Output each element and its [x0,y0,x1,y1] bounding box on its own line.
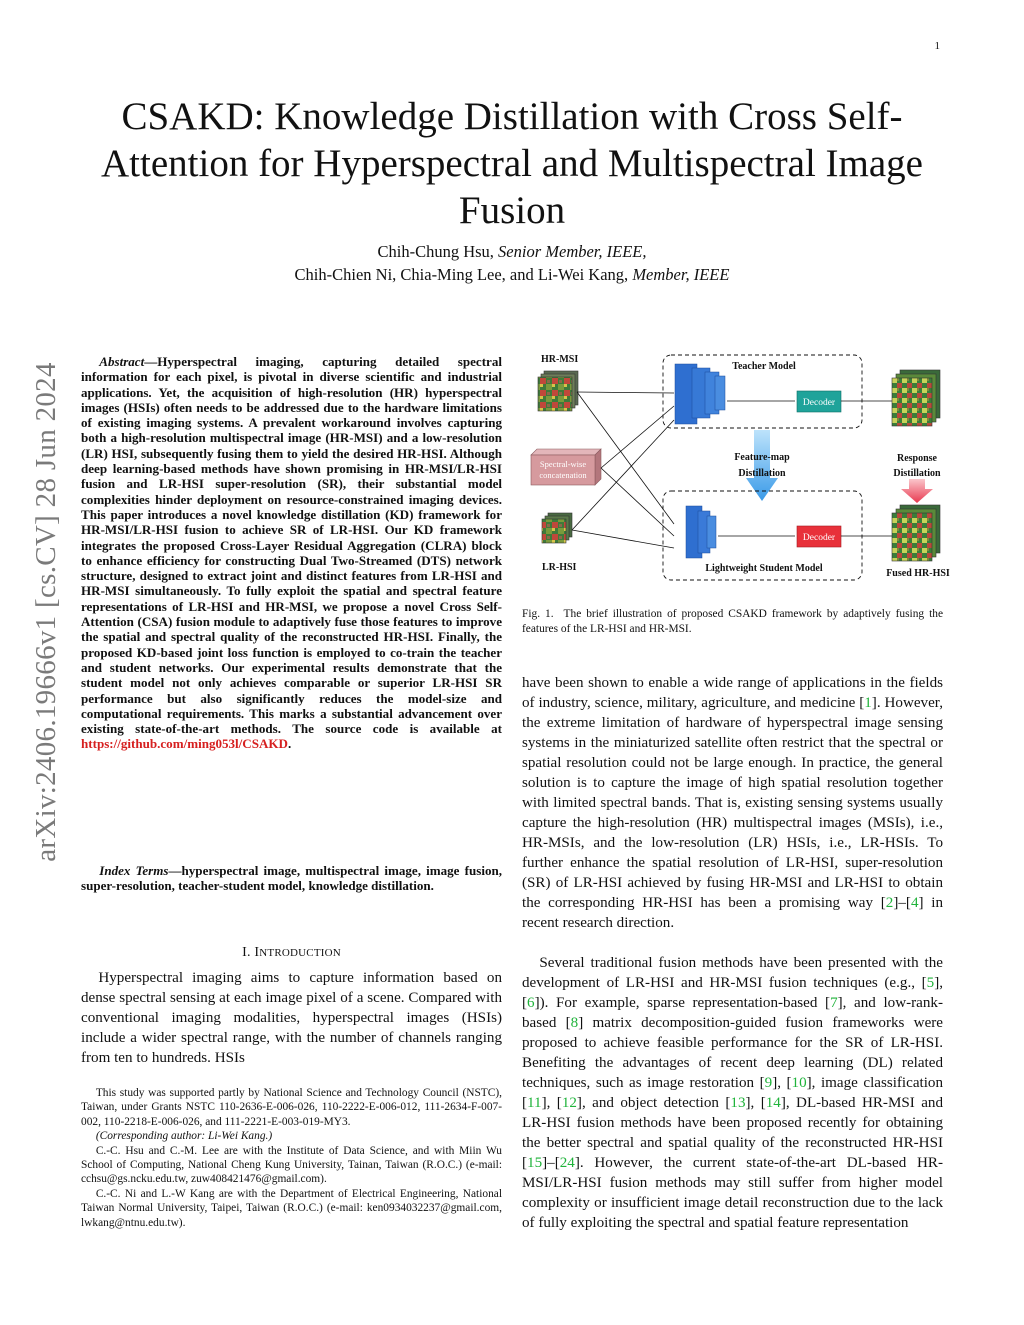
label-response-1: Response [896,453,938,464]
response-distillation-arrow [901,479,933,503]
abstract [81,354,502,752]
citation-ref-4[interactable]: 4 [910,895,919,911]
right-column-paragraph-1: have been shown to enable a wide range of applications in the fields of industry, science, military, agriculture, and medicine [1]. However, the extreme limitation of hardware of hyperspectral image sensing systems in the miniaturized satellite often restrict that the spectral or spatial resolution could not be large enough. In practice, the general solution is to capture the image of high spatial resolution together with limited spectral bands. That is, existing sensing systems usually capture the high-resolution (HR) multispectral images (MSIs), i.e., HR-MSIs, and the low-resolution (LR) HSIs, i.e., LR-HSIs. To further enhance the spatial resolution of LR-HSI, super-resolution (SR) of LR-HSI achieved by fusing HR-MSI and LR-HSI to obtain the corresponding HR-HSI has been a promising way [2]–[4] in recent research direction. [522,675,943,931]
citation-ref-15[interactable]: 15 [527,1155,543,1171]
abstract-label: Abstract [99,354,145,369]
label-feature-map-1: Feature-map [734,452,790,463]
lr-hsi-image-stack [542,513,572,543]
label-decoder-bottom: Decoder [802,533,836,543]
citation-ref-14[interactable]: 14 [765,1095,781,1111]
section-heading-introduction [81,945,502,961]
footnote-corresponding-author: (Corresponding author: Li-Wei Kang.) [95,1130,273,1143]
arxiv-identifier-stamp: arXiv:2406.19666v1 [cs.CV] 28 Jun 2024 [30,362,62,862]
paper-title: CSAKD: Knowledge Distillation with Cross Self-Attention for Hyperspectral and Multispectral Image Fusion [101,95,923,232]
feature-map-distillation-arrow [746,430,778,501]
index-terms [81,863,502,894]
label-hr-msi: HR-MSI [541,354,579,365]
citation-ref-2[interactable]: 2 [885,895,894,911]
concat-label-1: Spectral-wise [539,459,587,469]
section-first-letter: I [254,945,260,960]
teacher-output-image-stack [892,370,940,426]
label-decoder-top: Decoder [802,398,836,408]
page-number: 1 [934,40,940,52]
intro-paragraph: Hyperspectral imaging aims to capture information based on dense spectral sensing at each image pixel of a scene. Compared with conventional imaging modalities, hyperspectral images (HSIs) include a wider spectral range, with the number of channels ranging from ten to hundreds. HSIs [81,970,502,1066]
citation-ref-9[interactable]: 9 [764,1075,773,1091]
author-line-2 [80,263,944,286]
fused-output-image-stack [892,505,940,561]
footnote-funding: This study was supported partly by National Science and Technology Council (NSTC), Taiwan, under Grants NSTC 110-2636-E-006-026, 110-2222-E-006-012, 111-2634-F-007-002, 110-2218-E-006-026, and 111-2221-E-003-019-MY3. [81,1087,502,1128]
citation-ref-11[interactable]: 11 [527,1095,542,1111]
source-code-link[interactable]: https://github.com/ming053l/CSAKD [81,736,288,752]
citation-ref-7[interactable]: 7 [830,995,838,1011]
concat-label-2: concatenation [539,470,587,480]
teacher-encoder-blocks [675,364,725,424]
citation-ref-8[interactable]: 8 [570,1015,579,1031]
citation-ref-5[interactable]: 5 [926,975,935,991]
author-names-1: Chih-Chung Hsu, [377,242,499,261]
index-terms-text: hyperspectral image, multispectral image, image fusion, super-resolution, teacher-student model, knowledge distillation. [81,863,502,894]
abstract-end: . [287,736,292,752]
label-feature-map-2: Distillation [738,468,786,479]
footnote-affiliation-1: C.-C. Hsu and C.-M. Lee are with the Institute of Data Science, and with Miin Wu School of Computing, National Cheng Kung University, Tainan, Taiwan (R.O.C.) (e-mail: cchsu@gs.ncku.edu.tw, zuw408421476@gmail.com). [81,1144,502,1186]
footnote-affiliation-2: C.-C. Ni and L.-W Kang are with the Department of Electrical Engineering, National Taiwan Normal University, Taipei, Taiwan (R.O.C.) (e-mail: ken0934032237@gmail.com, lwkang@ntnu.edu.tw). [81,1187,502,1229]
section-title-rest: NTRODUCTION [259,947,341,959]
index-terms-dash: — [168,863,182,878]
author-line-1 [80,240,944,263]
author-role-2: Member, IEEE [632,265,730,284]
citation-ref-1[interactable]: 1 [864,695,872,711]
label-student-model: Lightweight Student Model [705,563,823,574]
student-encoder-blocks [686,506,716,558]
label-fused-hr-hsi: Fused HR-HSI [886,568,950,579]
label-response-2: Distillation [893,468,941,479]
abstract-text: Hyperspectral imaging, capturing detailed spectral information for each pixel, is pivotal in diverse scientific and industrial applications. Yet, the acquisition of high-resolution (HR) hyperspectral images (HSIs) often needs to be addressed due to the hardware limitations of existing imaging systems. A prevalent workaround involves capturing both a high-resolution multispectral image (HR-MSI) and a low-resolution (LR) HSI, subsequently fusing them to yield the desired HR-HSI. Although deep learning-based methods have shown promising in HR-MSI/LR-HSI fusion and LR-HSI super-resolution (SR), their substantial model complexities hinder deployment on resource-constrained imaging devices. This paper introduces a novel knowledge distillation (KD) framework for HR-MSI/LR-HSI fusion to achieve SR of LR-HSI. Our KD framework integrates the proposed Cross-Layer Residual Aggregation (CLRA) block to enhance efficiency for constructing Dual Two-Streamed (DTS) network structure, designed to extract joint and distinct features from LR-HSI and HR-MSI simultaneously. To fully exploit the spatial and spectral feature representations of LR-HSI and HR-MSI, we propose a novel Cross Self-Attention (CSA) fusion module to adaptively fuse those features to improve the spatial and spectral quality of the reconstructed HR-HSI. Finally, the proposed KD-based joint loss function is employed to co-train the teacher and student networks. Our experimental results demonstrate that the student model not only achieves comparable or superior LR-HSI SR performance but also significantly reduces the model-size and computational requirements. This marks a substantial advancement over existing state-of-the-art methods. The source code is available at [81,354,502,737]
abstract-dash: — [144,354,158,369]
label-teacher-model: Teacher Model [732,361,796,372]
right-column-paragraph-2: Several traditional fusion methods have been presented with the development of LR-HSI and HR-MSI fusion techniques (e.g., [5], [6]). For example, sparse representation-based [7], and low-rank-based [8] matrix decomposition-guided fusion frameworks were proposed to achieve feasible performance for the SR of LR-HSI. Benefiting the advantages of recent deep learning (DL) related techniques, such as image restoration [9], [10], image classification [11], [12], and object detection [13], [14], DL-based HR-MSI and LR-HSI fusion methods have been proposed recently for obtaining the better spectral and spatial quality of the reconstructed HR-HSI [15]–[24]. However, the current state-of-the-art DL-based HR-MSI/LR-HSI fusion methods may still suffer from higher model complexity or insufficient image detail reconstruction due to the lack of fully exploiting the spectral and spatial feature representation [522,955,944,1231]
framework-figure [522,348,962,583]
author-role-1: Senior Member, IEEE, [498,242,647,261]
author-block [80,240,944,286]
label-lr-hsi: LR-HSI [542,562,577,573]
index-terms-label: Index Terms [99,863,169,878]
section-numeral: I. [242,945,255,960]
citation-ref-10[interactable]: 10 [791,1075,807,1091]
hr-msi-image-stack [538,371,578,411]
figure-caption-label: Fig. 1. [522,608,554,620]
author-names-2: Chih-Chien Ni, Chia-Ming Lee, and Li-Wei Kang, [294,265,633,284]
figure-caption-text: The brief illustration of proposed CSAKD framework by adaptively fusing the features of the LR-HSI and HR-MSI. [522,608,943,635]
figure-caption [522,607,943,637]
citation-ref-12[interactable]: 12 [561,1095,577,1111]
citation-ref-24[interactable]: 24 [559,1155,575,1171]
footnotes [81,1086,502,1230]
citation-ref-6[interactable]: 6 [527,995,535,1011]
citation-ref-13[interactable]: 13 [730,1095,746,1111]
